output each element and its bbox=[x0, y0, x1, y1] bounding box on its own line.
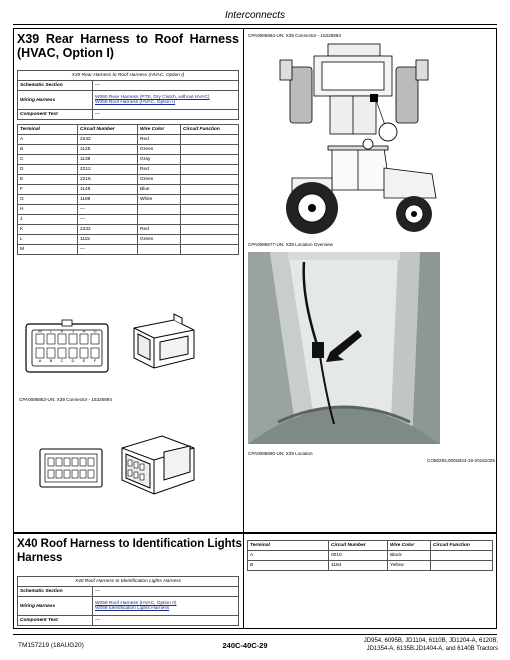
x39-connector-isometric-sketch-2 bbox=[114, 428, 204, 500]
table-row bbox=[18, 185, 239, 195]
page-header-title: Interconnects bbox=[224, 10, 286, 21]
wire-color: Green bbox=[138, 235, 181, 245]
wire-color: Blue bbox=[138, 185, 181, 195]
x40-col-function: Circuit Function bbox=[431, 541, 493, 551]
terminal: M bbox=[18, 245, 78, 255]
x39-schematic-value: — bbox=[93, 81, 239, 91]
connector-pin-label: D bbox=[71, 358, 75, 363]
circuit-number: — bbox=[78, 205, 138, 215]
connector-pin-label: G bbox=[93, 328, 97, 334]
wire-color bbox=[138, 215, 181, 225]
table-row bbox=[18, 145, 239, 155]
connector-pin-cell bbox=[36, 334, 44, 344]
table-row bbox=[248, 561, 493, 571]
x39-location-photo bbox=[248, 252, 440, 444]
circuit-function bbox=[181, 145, 239, 155]
connector-pin-cell bbox=[91, 348, 99, 358]
table-row bbox=[18, 215, 239, 225]
x40-section-title bbox=[17, 537, 241, 565]
terminal: A bbox=[18, 135, 78, 145]
wire-color: Red bbox=[138, 135, 181, 145]
circuit-function bbox=[181, 155, 239, 165]
circuit-function bbox=[181, 175, 239, 185]
x40-schematic-label: Schematic Section bbox=[18, 587, 93, 597]
x40-title-line1: X40 Roof Harness to Identification Lights bbox=[17, 538, 242, 550]
wire-color: Green bbox=[138, 145, 181, 155]
terminal: A bbox=[248, 551, 329, 561]
x39-wiring-link-w060[interactable]: W060 Rear Harness (PTE, Dry Clutch, without HVAC) bbox=[95, 95, 210, 100]
x39-title-line2: (HVAC, Option I) bbox=[17, 46, 114, 60]
x40-col-wire-color: Wire Color bbox=[388, 541, 431, 551]
terminal: D bbox=[18, 165, 78, 175]
x39-col-wire-color: Wire Color bbox=[138, 125, 181, 135]
connector-pin-label: F bbox=[93, 358, 97, 363]
table-row bbox=[18, 165, 239, 175]
x39-info-table bbox=[17, 70, 239, 120]
circuit-number: 1115 bbox=[78, 235, 138, 245]
terminal: E bbox=[18, 175, 78, 185]
circuit-function bbox=[181, 205, 239, 215]
circuit-number: 0010 bbox=[329, 551, 388, 561]
x40-pin-header-row bbox=[248, 541, 493, 551]
x40-title-line2: Harness bbox=[17, 552, 63, 564]
x39-wiring-label: Wiring Harness bbox=[18, 91, 93, 110]
x40-wiring-label: Wiring Harness bbox=[18, 597, 93, 616]
x40-pin-table bbox=[247, 540, 493, 571]
x39-connector-isometric-sketch bbox=[124, 308, 204, 378]
x40-schematic-value: — bbox=[93, 587, 239, 597]
x40-col-terminal: Terminal bbox=[248, 541, 329, 551]
tractor-side-view-illustration bbox=[272, 138, 442, 238]
circuit-number: 2242 bbox=[78, 135, 138, 145]
x39-connector-left-caption: CPA0086863-UN: X39 Connector - 15326894 bbox=[19, 397, 112, 402]
x39-connector-top-caption: CPA0086864-UN: X39 Connector - 15326893 bbox=[248, 33, 341, 38]
x39-pin-table bbox=[17, 124, 239, 255]
x40-component-label: Component Test bbox=[18, 616, 93, 626]
terminal: C bbox=[18, 155, 78, 165]
circuit-number: 2215 bbox=[78, 175, 138, 185]
connector-pin-cell bbox=[80, 334, 88, 344]
connector-pin-label: E bbox=[82, 358, 86, 363]
footer-rule bbox=[13, 634, 497, 635]
footer-model-line1: JD954, 6095B, JD1104, 6110B, JD1204-A, 6120B, bbox=[363, 638, 498, 644]
terminal: L bbox=[18, 235, 78, 245]
connector-pin-label: B bbox=[49, 358, 53, 363]
x39-location-caption: CPA0086690-UN: X39 Location bbox=[248, 451, 313, 456]
footer-manual-id: TM157219 (18AUG20) bbox=[18, 642, 84, 649]
circuit-function bbox=[181, 135, 239, 145]
circuit-function bbox=[181, 215, 239, 225]
connector-pin-cell bbox=[47, 348, 55, 358]
x39-schematic-label: Schematic Section bbox=[18, 81, 93, 91]
circuit-function bbox=[181, 245, 239, 255]
terminal: F bbox=[18, 185, 78, 195]
x40-wiring-link-w069[interactable]: W069 Identification Lights Harness bbox=[95, 606, 170, 611]
x39-col-terminal: Terminal bbox=[18, 125, 78, 135]
circuit-function bbox=[431, 561, 493, 571]
connector-pin-cell bbox=[36, 348, 44, 358]
location-photo-drawing bbox=[248, 252, 440, 444]
x39-column-divider bbox=[243, 28, 244, 533]
circuit-function bbox=[181, 165, 239, 175]
connector-pin-label: M bbox=[38, 328, 42, 334]
table-row bbox=[18, 155, 239, 165]
circuit-number: — bbox=[78, 245, 138, 255]
table-row bbox=[18, 135, 239, 145]
table-row bbox=[18, 195, 239, 205]
x40-wiring-link-w059[interactable]: W059 Roof Harness (HVAC, Option II) bbox=[95, 601, 177, 606]
x39-component-value: — bbox=[93, 110, 239, 120]
footer-page-number: 240C-40C-29 bbox=[222, 641, 268, 650]
circuit-number: 1138 bbox=[78, 155, 138, 165]
table-row bbox=[18, 235, 239, 245]
wire-color: White bbox=[138, 195, 181, 205]
wire-color: Black bbox=[388, 551, 431, 561]
circuit-number: 1148 bbox=[78, 185, 138, 195]
connector-pin-label: L bbox=[49, 328, 53, 334]
footer-model-list bbox=[302, 637, 498, 653]
terminal: B bbox=[18, 145, 78, 155]
x39-title-line1: X39 Rear Harness to Roof Harness bbox=[17, 32, 239, 46]
wire-color bbox=[138, 205, 181, 215]
circuit-function bbox=[181, 185, 239, 195]
connector-pin-cell bbox=[69, 334, 77, 344]
x39-pin-header-row bbox=[18, 125, 239, 135]
connector-pin-label: J bbox=[72, 328, 74, 334]
connector-pin-cell bbox=[69, 348, 77, 358]
x39-info-caption: X39 Rear Harness to Roof Harness (HVAC, Option I) bbox=[18, 71, 239, 81]
terminal: H bbox=[18, 205, 78, 215]
x39-section-title bbox=[17, 32, 239, 60]
circuit-function bbox=[431, 551, 493, 561]
wire-color: Yellow bbox=[388, 561, 431, 571]
connector-pin-label: H bbox=[82, 328, 86, 334]
wire-color: Red bbox=[138, 225, 181, 235]
x40-component-value: — bbox=[93, 616, 239, 626]
x39-connector-face-diagram bbox=[22, 318, 118, 378]
circuit-number: 2212 bbox=[78, 165, 138, 175]
x39-reference-id: CO80283,0001B43-19-20181025 bbox=[427, 458, 495, 463]
circuit-function bbox=[181, 235, 239, 245]
terminal: B bbox=[248, 561, 329, 571]
connector-pin-cell bbox=[80, 348, 88, 358]
wire-color bbox=[138, 245, 181, 255]
circuit-function bbox=[181, 195, 239, 205]
table-row bbox=[248, 551, 493, 561]
table-row bbox=[18, 225, 239, 235]
header-rule bbox=[13, 24, 497, 25]
connector-pin-cell bbox=[47, 334, 55, 344]
table-row bbox=[18, 245, 239, 255]
circuit-number: 1125 bbox=[78, 145, 138, 155]
terminal: J bbox=[18, 215, 78, 225]
connector-pin-label: K bbox=[60, 328, 64, 334]
x40-info-table bbox=[17, 576, 239, 626]
footer-model-line2: JD1354-A, 6135B,JD1404-A, and 6140B Tractors bbox=[366, 646, 498, 652]
x40-info-caption: X40 Roof Harness to Identification Lights Harness bbox=[18, 577, 239, 587]
connector-pin-cell bbox=[91, 334, 99, 344]
x39-location-overview-caption: CPA0086677-UN: X39 Location Overview bbox=[248, 242, 333, 247]
wire-color: Gray bbox=[138, 155, 181, 165]
wire-color: Red bbox=[138, 165, 181, 175]
table-row bbox=[18, 205, 239, 215]
connector-pin-cell bbox=[58, 348, 66, 358]
connector-pin-label: A bbox=[38, 358, 42, 363]
wire-color: Green bbox=[138, 175, 181, 185]
circuit-number: — bbox=[78, 215, 138, 225]
x39-col-circuit: Circuit Number bbox=[78, 125, 138, 135]
x39-component-label: Component Test bbox=[18, 110, 93, 120]
x39-col-function: Circuit Function bbox=[181, 125, 239, 135]
terminal: G bbox=[18, 195, 78, 205]
connector-pin-label: C bbox=[60, 358, 64, 363]
terminal: K bbox=[18, 225, 78, 235]
circuit-number: 2232 bbox=[78, 225, 138, 235]
x39-connector-front-view bbox=[38, 445, 108, 491]
x39-wiring-link-w059[interactable]: W059 Roof Harness (HVAC, Option I) bbox=[95, 100, 176, 105]
circuit-number: 1184 bbox=[329, 561, 388, 571]
x40-column-divider bbox=[243, 533, 244, 629]
x40-col-circuit: Circuit Number bbox=[329, 541, 388, 551]
circuit-function bbox=[181, 225, 239, 235]
table-row bbox=[18, 175, 239, 185]
connector-pin-cell bbox=[58, 334, 66, 344]
tractor-top-view-illustration bbox=[270, 42, 440, 137]
circuit-number: 1189 bbox=[78, 195, 138, 205]
